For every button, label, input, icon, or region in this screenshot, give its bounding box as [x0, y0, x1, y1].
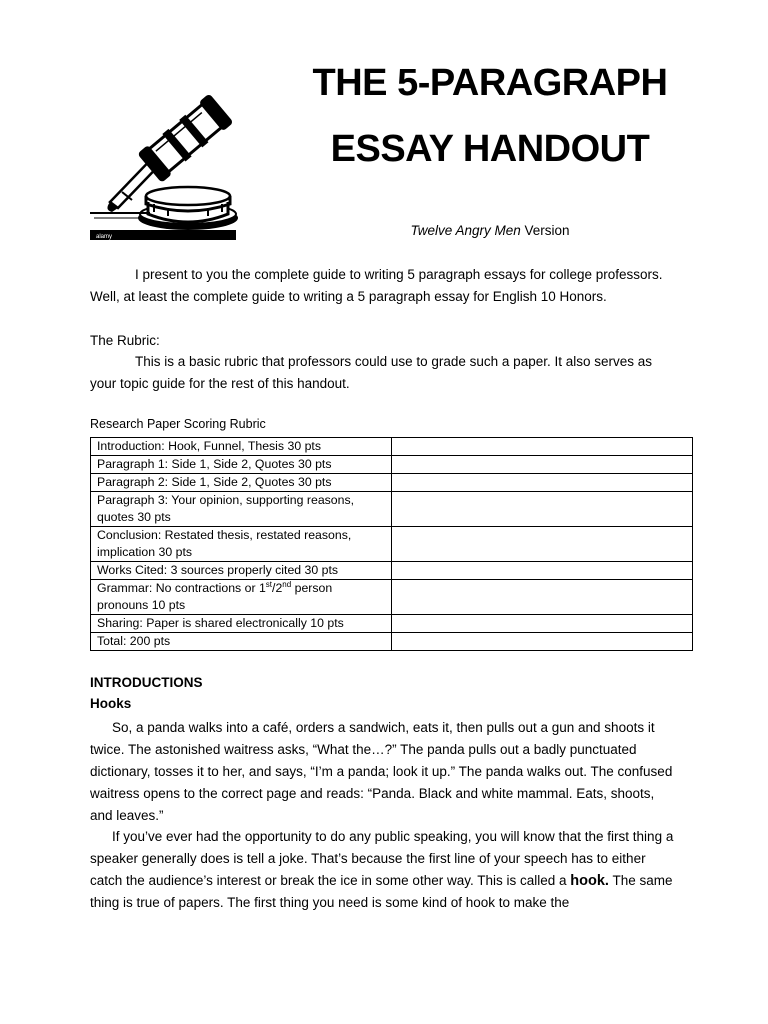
rubric-label: Paragraph 1: Side 1, Side 2, Quotes 30 pts: [91, 456, 392, 474]
rubric-paragraph: This is a basic rubric that professors could use to grade such a paper. It also serves as your topic guide for the rest of this handout.: [90, 354, 653, 391]
hooks-text: If you’ve ever had the opportunity to do any public speaking, you will know that the first thing a speaker generally does is tell a joke. That’s because the first line of your speech has to either catch the audience’s interest or break the ice in some other way. This is called a: [90, 829, 674, 888]
rubric-score: [392, 456, 693, 474]
rubric-label: Paragraph 3: Your opinion, supporting reasons, quotes 30 pts: [91, 492, 392, 527]
ordinal-suffix: st: [265, 579, 273, 589]
hooks-paragraph-2: [90, 826, 680, 914]
hook-term: hook.: [570, 873, 609, 889]
rubric-score: [392, 633, 693, 651]
table-row: [91, 492, 693, 527]
title-line-2: ESSAY HANDOUT: [330, 128, 650, 170]
rubric-table: [90, 437, 693, 651]
intro-paragraph: I present to you the complete guide to writing 5 paragraph essays for college professors. Well, at least the complete guide to writing a 5 paragraph essay for English 10 Honors.: [90, 267, 663, 304]
table-row: [91, 580, 693, 615]
table-row: [91, 562, 693, 580]
rubric-label: Conclusion: Restated thesis, restated reasons, implication 30 pts: [91, 527, 392, 562]
rubric-label-part: /2: [272, 581, 283, 595]
section-heading: INTRODUCTIONS: [90, 675, 203, 690]
table-row: [91, 456, 693, 474]
rubric-label: [91, 580, 392, 615]
subtitle-italic: Twelve Angry Men: [410, 223, 521, 238]
table-caption: Research Paper Scoring Rubric: [90, 417, 266, 431]
subsection-heading: Hooks: [90, 696, 132, 711]
rubric-score: [392, 527, 693, 562]
title-line-1: THE 5-PARAGRAPH: [312, 62, 668, 104]
table-row: [91, 633, 693, 651]
rubric-label: Paragraph 2: Side 1, Side 2, Quotes 30 pts: [91, 474, 392, 492]
rubric-heading: The Rubric:: [90, 333, 160, 348]
gavel-icon: [88, 90, 240, 240]
rubric-score: [392, 580, 693, 615]
subtitle-rest: Version: [520, 223, 570, 238]
subtitle: [300, 223, 680, 238]
hooks-text: The same thing is true of papers. The first thing you need is some kind of hook to make the: [90, 873, 673, 910]
rubric-score: [392, 492, 693, 527]
rubric-label: Introduction: Hook, Funnel, Thesis 30 pts: [91, 438, 392, 456]
logo-text: alamy: [96, 234, 113, 240]
table-row: [91, 474, 693, 492]
rubric-label: Sharing: Paper is shared electronically 10 pts: [91, 615, 392, 633]
rubric-score: [392, 474, 693, 492]
rubric-label-part: Grammar: No contractions or 1: [97, 581, 266, 595]
rubric-label: Works Cited: 3 sources properly cited 30 pts: [91, 562, 392, 580]
rubric-score: [392, 615, 693, 633]
rubric-label-part: person pronouns 10 pts: [97, 581, 333, 612]
hooks-paragraph-1: So, a panda walks into a café, orders a sandwich, eats it, then pulls out a gun and shoots it twice. The astonished waitress asks, “What the…?” The panda pulls out a badly punctuated dictionary, tosses it to her, and says, “I’m a panda; look it up.” The panda walks out. The confused waitress opens to the correct page and reads: “Panda. Black and white mammal. Eats, shoots, and leaves.”: [90, 720, 673, 823]
table-row: [91, 438, 693, 456]
ordinal-suffix: nd: [282, 579, 292, 589]
table-row: [91, 527, 693, 562]
rubric-score: [392, 562, 693, 580]
table-row: [91, 615, 693, 633]
rubric-score: [392, 438, 693, 456]
rubric-label: Total: 200 pts: [91, 633, 392, 651]
